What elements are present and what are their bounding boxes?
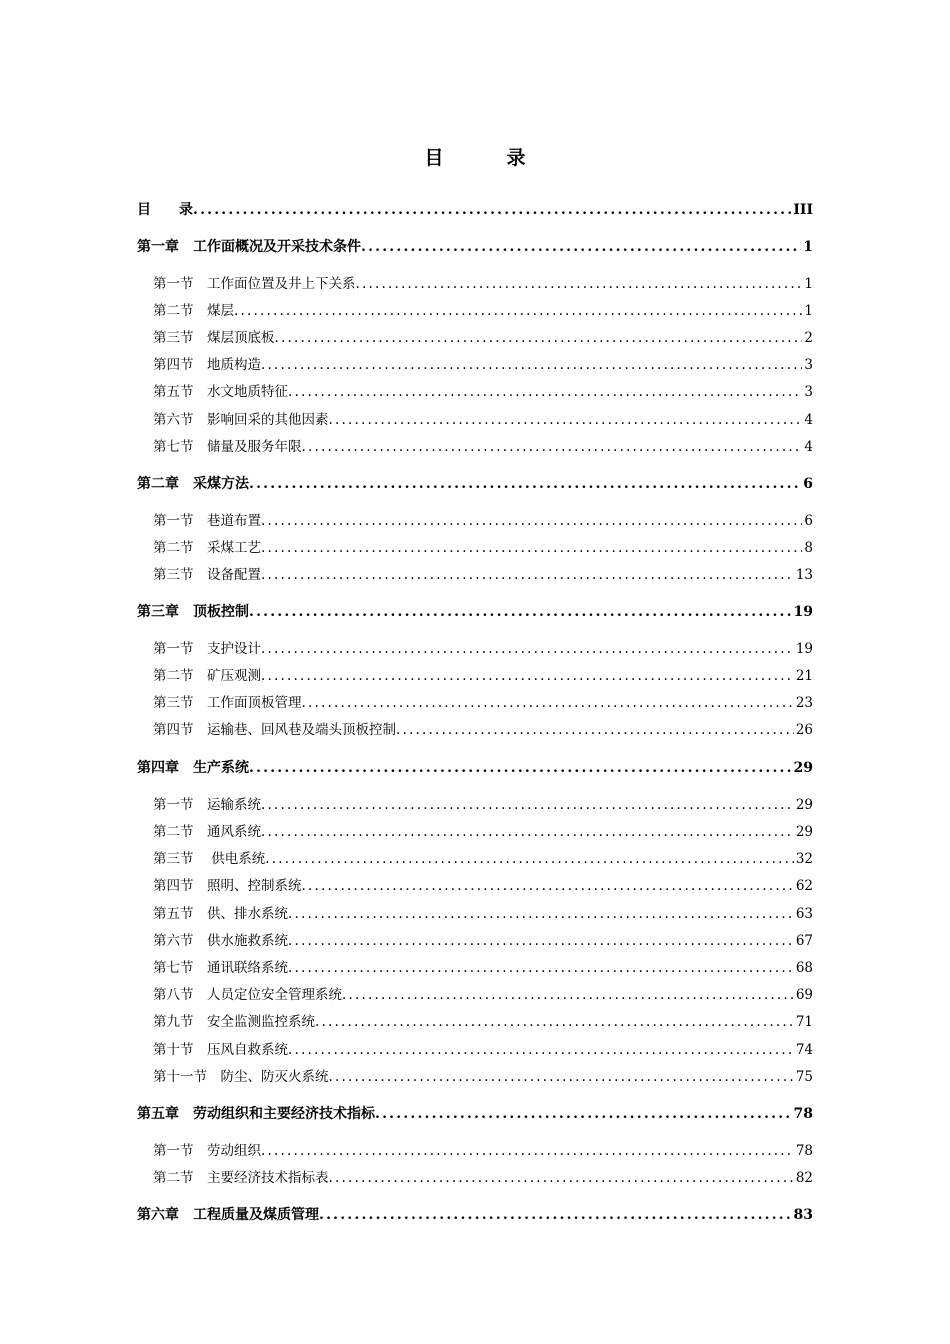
page-title: 目 录 [424, 147, 548, 169]
toc-dot-leader [356, 274, 803, 294]
toc-section-entry[interactable] [153, 382, 813, 402]
toc-chapter-entry[interactable] [137, 474, 813, 494]
toc-dot-leader [261, 639, 794, 659]
toc-page-number: 82 [795, 1170, 813, 1186]
toc-entry-label: 第三节 供电系统 [153, 851, 266, 867]
toc-page-number: 21 [795, 668, 813, 684]
toc-page-number: 29 [795, 824, 813, 840]
toc-entry-label: 第五节 水文地质特征 [153, 384, 288, 400]
toc-section-entry[interactable] [153, 1168, 813, 1188]
toc-dot-leader [261, 1141, 794, 1161]
toc-entry-label: 第二章 采煤方法 [137, 476, 249, 492]
toc-dot-leader [265, 849, 794, 869]
toc-chapter-entry[interactable] [137, 1104, 813, 1124]
toc-dot-leader [288, 931, 794, 951]
toc-section-entry[interactable] [153, 410, 813, 430]
toc-page-number: 4 [804, 412, 813, 428]
toc-section-entry[interactable] [153, 904, 813, 924]
toc-dot-leader [288, 382, 802, 402]
toc-dot-leader [302, 876, 794, 896]
toc-chapter-entry[interactable] [137, 602, 813, 622]
toc-section-entry[interactable] [153, 1040, 813, 1060]
toc-section-entry[interactable] [153, 876, 813, 896]
toc-entry-label: 第四节 照明、控制系统 [153, 878, 302, 894]
toc-page-number: 67 [795, 933, 813, 949]
toc-entry-label: 目 录 [137, 202, 193, 218]
toc-page-number: 4 [804, 439, 813, 455]
toc-entry-label: 第二节 主要经济技术指标表 [153, 1170, 329, 1186]
toc-dot-leader [342, 985, 794, 1005]
toc-section-entry[interactable] [153, 328, 813, 348]
toc-page-number: 13 [795, 567, 813, 583]
toc-page-number: 32 [795, 851, 813, 867]
toc-page-number: 23 [795, 695, 813, 711]
toc-page-number: 8 [804, 540, 813, 556]
toc-dot-leader [193, 200, 791, 220]
toc-dot-leader [261, 666, 794, 686]
toc-page-number: 2 [804, 330, 813, 346]
toc-entry-label: 第四节 运输巷、回风巷及端头顶板控制 [153, 722, 396, 738]
toc-page-number: 75 [795, 1069, 813, 1085]
toc-entry-label: 第三章 顶板控制 [137, 604, 249, 620]
toc-section-entry[interactable] [153, 931, 813, 951]
toc-dot-leader [288, 1040, 794, 1060]
toc-entry-label: 第三节 工作面顶板管理 [153, 695, 302, 711]
toc-dot-leader [288, 904, 794, 924]
toc-chapter-entry[interactable] [137, 1205, 813, 1225]
toc-dot-leader [319, 1205, 792, 1225]
toc-entry-label: 第十节 压风自救系统 [153, 1042, 288, 1058]
toc-entry-label: 第七节 储量及服务年限 [153, 439, 302, 455]
toc-section-entry[interactable] [153, 693, 813, 713]
toc-entry-label: 第一节 工作面位置及井上下关系 [153, 276, 356, 292]
toc-dot-leader [302, 693, 794, 713]
toc-chapter-entry[interactable] [137, 758, 813, 778]
toc-page-number: 78 [793, 1106, 813, 1122]
toc-dot-leader [261, 355, 802, 375]
toc-entry-label: 第五节 供、排水系统 [153, 906, 288, 922]
toc-entry-label: 第三节 煤层顶底板 [153, 330, 275, 346]
toc-dot-leader [329, 410, 803, 430]
toc-page-number: 19 [795, 641, 813, 657]
toc-section-entry[interactable] [153, 720, 813, 740]
toc-dot-leader [315, 1012, 794, 1032]
toc-entry-label: 第四章 生产系统 [137, 760, 249, 776]
toc-dot-leader [261, 565, 794, 585]
toc-entry-label: 第一章 工作面概况及开采技术条件 [137, 239, 361, 255]
toc-dot-leader [261, 795, 794, 815]
toc-dot-leader [288, 958, 794, 978]
toc-dot-leader [261, 538, 802, 558]
toc-entry-label: 第三节 设备配置 [153, 567, 261, 583]
toc-chapter-entry[interactable] [137, 237, 813, 257]
toc-entry-label: 第五章 劳动组织和主要经济技术指标 [137, 1106, 375, 1122]
toc-section-entry[interactable] [153, 985, 813, 1005]
toc-dot-leader [329, 1168, 794, 1188]
toc-entry-label: 第十一节 防尘、防灭火系统 [153, 1069, 329, 1085]
toc-dot-leader [361, 237, 801, 257]
toc-entry-label: 第六节 影响回采的其他因素 [153, 412, 329, 428]
toc-page-number: III [793, 202, 813, 218]
toc-page-number: 3 [804, 357, 813, 373]
toc-section-entry[interactable] [153, 301, 813, 321]
toc-page-number: 6 [804, 513, 813, 529]
toc-page-number: 29 [795, 797, 813, 813]
toc-page-number: 19 [793, 604, 813, 620]
toc-section-entry[interactable] [153, 639, 813, 659]
toc-dot-leader [234, 301, 802, 321]
toc-entry-label: 第一节 运输系统 [153, 797, 261, 813]
toc-dot-leader [329, 1067, 794, 1087]
toc-dot-leader [249, 474, 801, 494]
toc-section-entry[interactable] [153, 511, 813, 531]
toc-page-number: 78 [795, 1143, 813, 1159]
toc-page-number: 63 [795, 906, 813, 922]
toc-entry-label: 第四节 地质构造 [153, 357, 261, 373]
toc-page-number: 29 [793, 760, 813, 776]
toc-section-entry[interactable] [153, 1067, 813, 1087]
toc-dot-leader [249, 758, 792, 778]
toc-page-number: 68 [795, 960, 813, 976]
toc-page-number: 62 [795, 878, 813, 894]
toc-section-entry[interactable] [153, 565, 813, 585]
toc-section-entry[interactable] [153, 437, 813, 457]
toc-chapter-entry[interactable] [137, 200, 813, 220]
toc-page-number: 3 [804, 384, 813, 400]
toc-entry-label: 第九节 安全监测监控系统 [153, 1014, 315, 1030]
toc-dot-leader [249, 602, 792, 622]
toc-section-entry[interactable] [153, 274, 813, 294]
toc-entry-label: 第二节 通风系统 [153, 824, 261, 840]
toc-entry-label: 第一节 劳动组织 [153, 1143, 261, 1159]
toc-section-entry[interactable] [153, 666, 813, 686]
toc-dot-leader [375, 1104, 792, 1124]
toc-page-number: 6 [803, 476, 813, 492]
toc-section-entry[interactable] [153, 355, 813, 375]
toc-entry-label: 第二节 采煤工艺 [153, 540, 261, 556]
toc-entry-label: 第一节 支护设计 [153, 641, 261, 657]
toc-section-entry[interactable] [153, 849, 813, 869]
toc-page-number: 1 [803, 239, 813, 255]
toc-page-number: 1 [804, 276, 813, 292]
toc-page-number: 74 [795, 1042, 813, 1058]
toc-entry-label: 第一节 巷道布置 [153, 513, 261, 529]
toc-entry-label: 第七节 通讯联络系统 [153, 960, 288, 976]
toc-entry-label: 第六章 工程质量及煤质管理 [137, 1207, 319, 1223]
toc-dot-leader [261, 822, 794, 842]
toc-entry-label: 第八节 人员定位安全管理系统 [153, 987, 342, 1003]
toc-page-number: 71 [795, 1014, 813, 1030]
toc-dot-leader [302, 437, 803, 457]
toc-dot-leader [261, 511, 802, 531]
toc-dot-leader [275, 328, 803, 348]
toc-page-number: 69 [795, 987, 813, 1003]
toc-section-entry[interactable] [153, 538, 813, 558]
toc-page-number: 26 [795, 722, 813, 738]
toc-section-entry[interactable] [153, 1012, 813, 1032]
toc-page-number: 83 [793, 1207, 813, 1223]
toc-section-entry[interactable] [153, 958, 813, 978]
toc-entry-label: 第二节 煤层 [153, 303, 234, 319]
toc-entry-label: 第二节 矿压观测 [153, 668, 261, 684]
toc-section-entry[interactable] [153, 795, 813, 815]
toc-entry-label: 第六节 供水施救系统 [153, 933, 288, 949]
toc-page-number: 1 [804, 303, 813, 319]
toc-dot-leader [396, 720, 794, 740]
toc-section-entry[interactable] [153, 1141, 813, 1161]
toc-section-entry[interactable] [153, 822, 813, 842]
